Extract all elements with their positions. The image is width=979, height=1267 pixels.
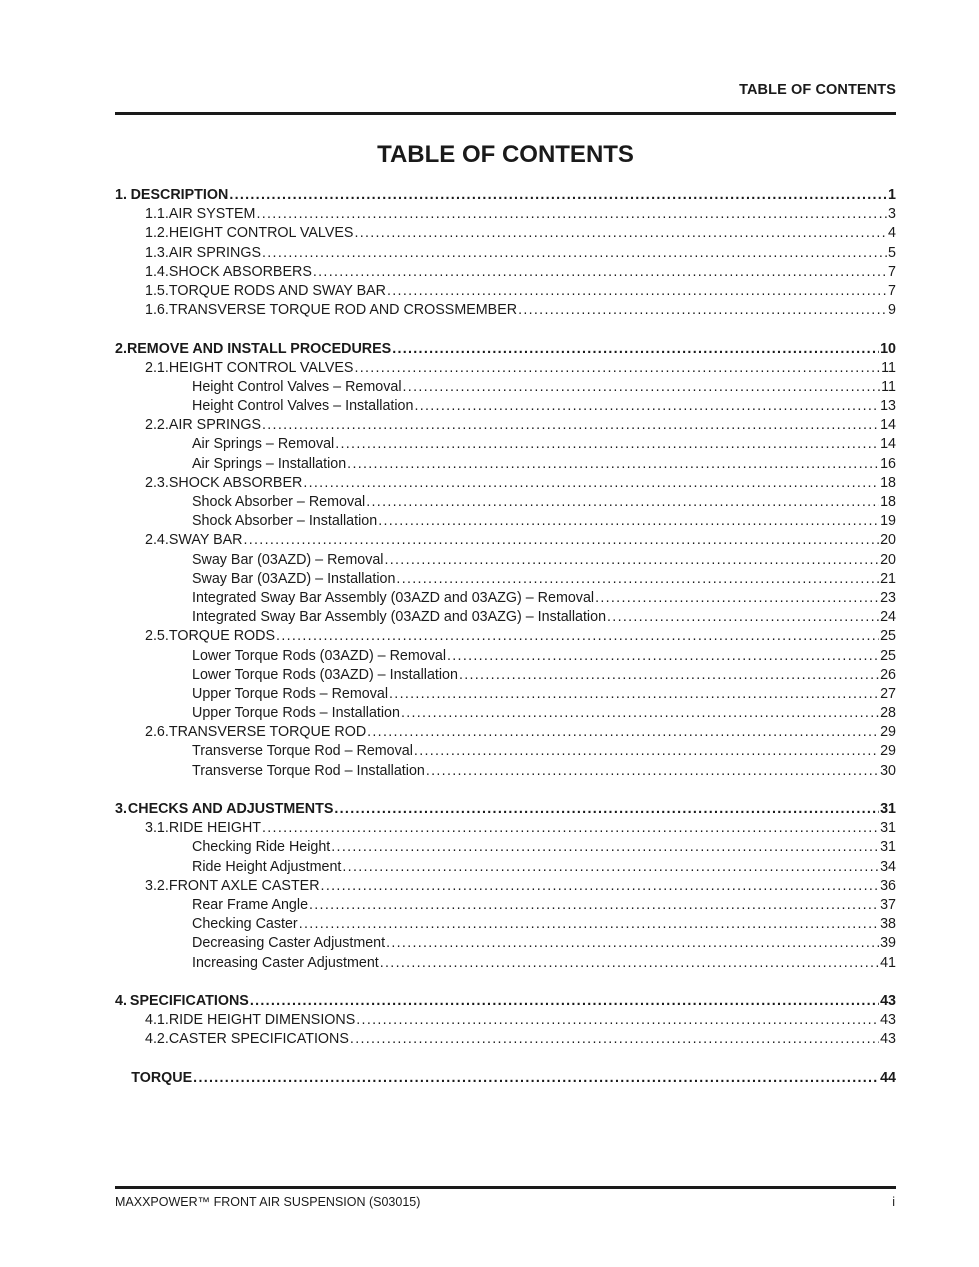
toc-dot-leader (331, 838, 879, 857)
toc-dot-leader (350, 1030, 879, 1049)
toc-entry-label: DESCRIPTION (130, 187, 229, 203)
toc-entry[interactable] (115, 742, 896, 761)
toc-entry-page: 38 (880, 916, 896, 933)
toc-entry-label: Transverse Torque Rod – Installation (192, 762, 425, 779)
toc-entry-number: 1.6. (145, 302, 169, 319)
toc-entry-page: 7 (888, 282, 896, 299)
toc-dot-leader (276, 627, 879, 646)
toc-entry[interactable] (115, 340, 896, 359)
toc-entry-page: 11 (881, 378, 896, 395)
toc-entry-page: 31 (880, 801, 896, 817)
toc-entry-page: 43 (880, 1012, 896, 1029)
toc-entry-page: 9 (888, 302, 896, 319)
toc-dot-leader (262, 416, 879, 435)
toc-dot-leader (354, 224, 887, 243)
toc-entry-number: 2. (115, 340, 127, 357)
toc-entry[interactable] (115, 915, 896, 934)
toc-entry-label: Lower Torque Rods (03AZD) – Removal (192, 647, 447, 664)
toc-dot-leader (309, 896, 879, 915)
toc-dot-leader (334, 800, 879, 819)
toc-entry-label: Air Springs – Installation (192, 455, 347, 472)
toc-entry-number: 1.4. (145, 263, 169, 280)
toc-dot-leader (607, 608, 879, 627)
toc-entry-label: Height Control Valves – Removal (192, 378, 402, 395)
toc-entry-label: Checking Caster (192, 916, 298, 933)
toc-dot-leader (386, 934, 879, 953)
toc-dot-leader (243, 531, 879, 550)
toc-entry-page: 20 (880, 532, 896, 549)
toc-entry-label: Integrated Sway Bar Assembly (03AZD and 03AZG) – Installation (192, 609, 607, 626)
toc-dot-leader (389, 685, 879, 704)
toc-entry-label: TORQUE RODS (168, 628, 276, 645)
toc-entry[interactable] (115, 359, 896, 378)
toc-entry-page: 36 (880, 877, 896, 894)
toc-entry-label: RIDE HEIGHT (168, 820, 262, 837)
toc-entry[interactable] (115, 627, 896, 646)
toc-entry-label: RIDE HEIGHT DIMENSIONS (168, 1012, 356, 1029)
toc-dot-leader (342, 858, 879, 877)
toc-dot-leader (378, 512, 879, 531)
toc-entry[interactable] (115, 378, 896, 397)
toc-dot-leader (414, 397, 879, 416)
toc-dot-leader (347, 455, 879, 474)
toc-entry[interactable] (115, 1011, 896, 1030)
toc-entry[interactable] (115, 896, 896, 915)
toc-entry[interactable] (115, 723, 896, 742)
toc-dot-leader (396, 570, 879, 589)
toc-entry[interactable] (115, 800, 896, 819)
toc-entry-label: CASTER SPECIFICATIONS (168, 1031, 349, 1048)
toc-entry[interactable] (115, 685, 896, 704)
toc-entry[interactable] (115, 416, 896, 435)
toc-dot-leader (299, 915, 879, 934)
toc-entry-label: TRANSVERSE TORQUE ROD AND CROSSMEMBER (168, 302, 518, 319)
toc-dot-leader (256, 205, 887, 224)
toc-entry[interactable] (115, 263, 896, 282)
header-rule (115, 112, 896, 115)
toc-entry[interactable] (115, 474, 896, 493)
toc-entry-page: 5 (888, 244, 896, 261)
toc-entry-page: 26 (880, 666, 896, 683)
footer-document-title: MAXXPOWER™ FRONT AIR SUSPENSION (S03015) (115, 1195, 421, 1209)
toc-entry-page: 43 (880, 1031, 896, 1048)
toc-entry[interactable] (115, 647, 896, 666)
toc-entry-page: 27 (880, 685, 896, 702)
toc-entry-label: Ride Height Adjustment (192, 858, 342, 875)
toc-entry[interactable] (115, 762, 896, 781)
toc-entry-label: TORQUE (131, 1069, 193, 1086)
toc-entry-label: SHOCK ABSORBERS (168, 263, 312, 280)
toc-dot-leader (401, 704, 879, 723)
toc-entry-page: 10 (880, 340, 896, 357)
toc-entry[interactable] (115, 666, 896, 685)
toc-entry-number: 3. (115, 801, 127, 817)
toc-entry-number: 2.5. (145, 628, 169, 645)
toc-entry[interactable] (115, 205, 896, 224)
toc-entry-number: 4.1. (145, 1012, 169, 1029)
toc-dot-leader (321, 877, 880, 896)
toc-entry-label: TRANSVERSE TORQUE ROD (168, 724, 367, 741)
toc-dot-leader (447, 647, 879, 666)
toc-entry-page: 43 (880, 992, 896, 1009)
toc-entry-label: SWAY BAR (168, 532, 243, 549)
toc-entry[interactable] (115, 704, 896, 723)
toc-entry-label: Shock Absorber – Removal (192, 494, 366, 510)
toc-dot-leader (313, 263, 887, 282)
toc-entry-page: 25 (880, 647, 896, 664)
toc-entry-label: Upper Torque Rods – Installation (192, 705, 400, 722)
toc-dot-leader (459, 666, 879, 685)
toc-entry-label: Height Control Valves – Installation (192, 398, 414, 415)
toc-entry-page: 1 (888, 187, 896, 203)
toc-entry-page: 20 (880, 551, 896, 568)
toc-entry-page: 29 (880, 724, 896, 741)
toc-entry-page: 23 (880, 589, 896, 606)
toc-dot-leader (262, 244, 887, 263)
toc-entry-label: AIR SPRINGS (168, 244, 262, 261)
toc-entry[interactable] (115, 589, 896, 608)
toc-entry-page: 4 (888, 225, 896, 242)
toc-entry-label: TORQUE RODS AND SWAY BAR (168, 282, 386, 299)
toc-entry-page: 14 (880, 436, 896, 453)
toc-entry-label: Shock Absorber – Installation (192, 513, 378, 530)
toc-entry[interactable] (115, 570, 896, 589)
toc-dot-leader (356, 1011, 879, 1030)
toc-entry-label: Transverse Torque Rod – Removal (192, 743, 413, 760)
toc-entry[interactable] (115, 301, 896, 320)
toc-entry-number: 1.5. (145, 282, 169, 299)
toc-entry-number: 2.3. (145, 474, 169, 491)
toc-entry[interactable] (115, 819, 896, 838)
toc-entry[interactable] (115, 1030, 896, 1049)
toc-entry[interactable] (115, 934, 896, 953)
toc-dot-leader (229, 186, 887, 205)
toc-dot-leader (392, 340, 879, 359)
toc-entry-number: 1.3. (145, 244, 169, 261)
footer-page-number: i (892, 1195, 895, 1209)
toc-dot-leader (384, 551, 879, 570)
toc-entry[interactable] (115, 282, 896, 301)
toc-entry-number: 2.1. (145, 359, 169, 376)
table-of-contents (115, 186, 896, 1088)
toc-entry-page: 19 (880, 513, 896, 530)
toc-entry-label: Lower Torque Rods (03AZD) – Installation (192, 666, 458, 683)
toc-entry-number: 4. (115, 992, 127, 1009)
toc-entry-number: 2.4. (145, 532, 169, 549)
toc-entry-page: 21 (880, 570, 896, 587)
toc-entry-page: 7 (888, 263, 896, 280)
toc-dot-leader (366, 493, 879, 512)
toc-entry-number: 2.2. (145, 417, 169, 434)
toc-dot-leader (193, 1069, 879, 1088)
toc-dot-leader (367, 723, 879, 742)
toc-entry[interactable] (115, 954, 896, 973)
toc-entry[interactable] (115, 435, 896, 454)
toc-entry-page: 24 (880, 609, 896, 626)
toc-entry-label: Upper Torque Rods – Removal (192, 685, 389, 702)
toc-entry-label: HEIGHT CONTROL VALVES (168, 225, 354, 242)
running-head: TABLE OF CONTENTS (739, 82, 896, 98)
toc-entry-label: FRONT AXLE CASTER (168, 877, 320, 894)
toc-entry-number: 1.2. (145, 225, 169, 242)
toc-entry-page: 29 (880, 743, 896, 760)
toc-entry[interactable] (115, 992, 896, 1011)
toc-dot-leader (414, 742, 879, 761)
toc-entry[interactable] (115, 455, 896, 474)
toc-entry-page: 37 (880, 896, 896, 913)
toc-entry[interactable] (115, 186, 896, 205)
toc-dot-leader (403, 378, 881, 397)
toc-entry[interactable] (115, 397, 896, 416)
toc-entry-label: Checking Ride Height (192, 839, 331, 856)
toc-entry[interactable] (115, 244, 896, 263)
toc-entry-page: 13 (880, 398, 896, 415)
toc-entry-number: 4.2. (145, 1031, 169, 1048)
toc-entry-number: 3.1. (145, 820, 169, 837)
toc-entry-label: HEIGHT CONTROL VALVES (168, 359, 354, 376)
toc-entry[interactable] (115, 858, 896, 877)
toc-entry-label: Air Springs – Removal (192, 436, 335, 453)
toc-entry[interactable] (115, 512, 896, 531)
toc-dot-leader (387, 282, 887, 301)
toc-entry-page: 25 (880, 628, 896, 645)
toc-entry-number: 1. (115, 187, 127, 203)
toc-dot-leader (518, 301, 887, 320)
toc-entry-page: 16 (880, 455, 896, 472)
toc-entry-number: 1.1. (145, 206, 169, 223)
toc-entry[interactable] (115, 224, 896, 243)
toc-entry[interactable] (115, 838, 896, 857)
toc-entry-label: SPECIFICATIONS (129, 992, 249, 1009)
toc-entry-page: 44 (880, 1069, 896, 1086)
toc-entry-page: 31 (880, 839, 896, 856)
toc-entry[interactable] (115, 531, 896, 550)
toc-dot-leader (426, 762, 879, 781)
toc-entry-page: 3 (888, 206, 896, 223)
toc-dot-leader (250, 992, 879, 1011)
toc-entry[interactable] (115, 1069, 896, 1088)
toc-entry[interactable] (115, 608, 896, 627)
toc-entry-page: 18 (880, 474, 896, 491)
toc-entry[interactable] (115, 877, 896, 896)
toc-entry-page: 31 (880, 820, 896, 837)
toc-entry-label: Decreasing Caster Adjustment (192, 935, 386, 952)
toc-entry-number: 2.6. (145, 724, 169, 741)
toc-entry-label: Integrated Sway Bar Assembly (03AZD and 03AZG) – Removal (192, 589, 595, 606)
toc-entry-page: 28 (880, 705, 896, 722)
toc-dot-leader (380, 954, 879, 973)
toc-entry[interactable] (115, 493, 896, 512)
page-title: TABLE OF CONTENTS (377, 141, 634, 168)
toc-entry-page: 14 (880, 417, 896, 434)
footer-rule (115, 1186, 896, 1189)
toc-entry-label: Rear Frame Angle (192, 896, 309, 913)
toc-dot-leader (262, 819, 879, 838)
toc-entry-page: 30 (880, 762, 896, 779)
toc-entry-page: 39 (880, 935, 896, 952)
toc-entry-label: Sway Bar (03AZD) – Removal (192, 551, 384, 568)
toc-entry-label: REMOVE AND INSTALL PROCEDURES (126, 340, 392, 357)
toc-entry-page: 18 (880, 494, 896, 510)
toc-entry-label: Increasing Caster Adjustment (192, 954, 379, 971)
toc-entry-label: CHECKS AND ADJUSTMENTS (127, 801, 334, 817)
toc-entry-number: 3.2. (145, 877, 169, 894)
toc-entry-label: SHOCK ABSORBER (168, 474, 303, 491)
toc-dot-leader (595, 589, 879, 608)
toc-dot-leader (303, 474, 879, 493)
toc-entry[interactable] (115, 551, 896, 570)
toc-entry-label: Sway Bar (03AZD) – Installation (192, 570, 396, 587)
toc-entry-page: 41 (880, 954, 896, 971)
toc-entry-label: AIR SYSTEM (168, 206, 256, 223)
toc-entry-page: 34 (880, 858, 896, 875)
toc-dot-leader (354, 359, 880, 378)
toc-entry-label: AIR SPRINGS (168, 417, 262, 434)
toc-entry-page: 11 (881, 359, 896, 376)
toc-dot-leader (335, 435, 879, 454)
